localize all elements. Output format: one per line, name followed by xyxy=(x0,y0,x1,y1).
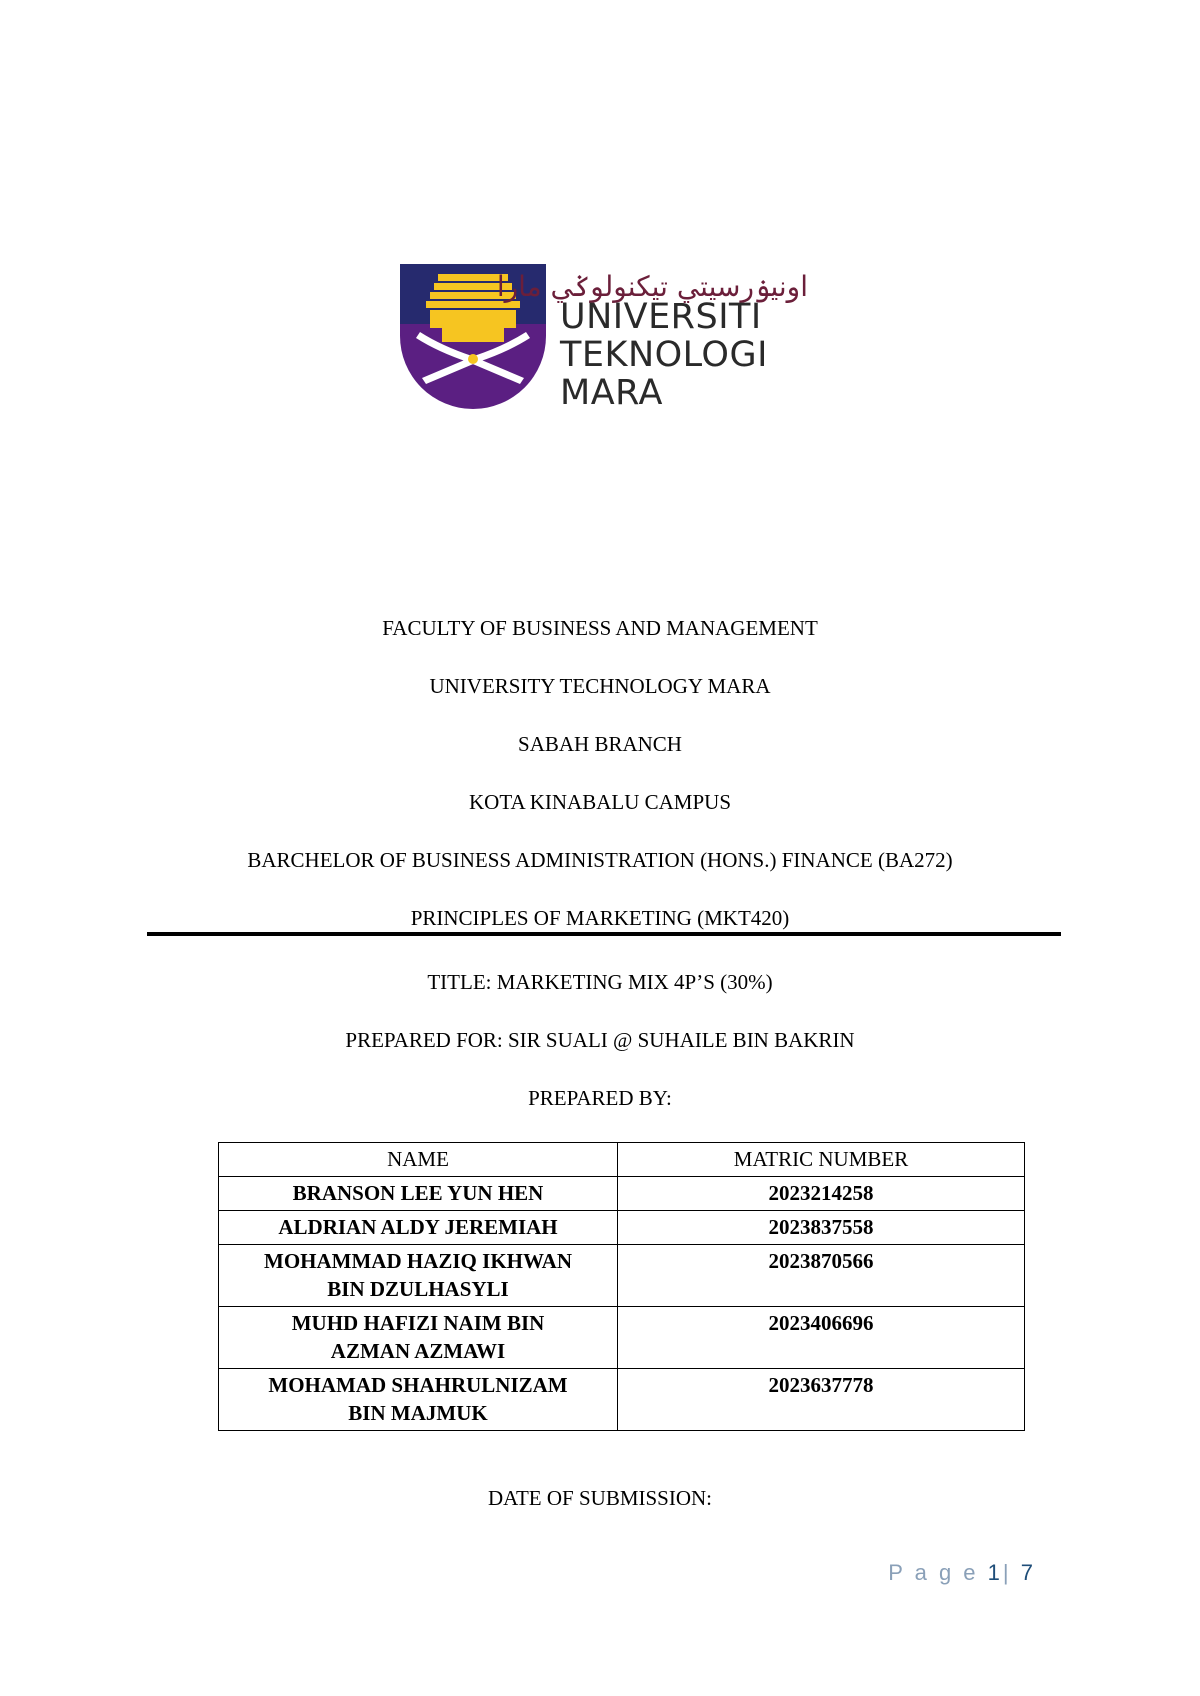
table-row xyxy=(219,1245,1025,1307)
member-name-cell xyxy=(219,1369,618,1431)
page-separator: | xyxy=(1002,1560,1012,1585)
member-name: MOHAMMAD HAZIQ IKHWAN xyxy=(264,1249,572,1273)
campus-heading: KOTA KINABALU CAMPUS xyxy=(468,790,731,814)
table-row xyxy=(219,1177,1025,1211)
svg-text:اونيۏرسيتي تيكنولوݢي مارا: اونيۏرسيتي تيكنولوݢي مارا xyxy=(496,270,808,303)
page-number-footer xyxy=(888,1560,1036,1586)
member-matric: 2023637778 xyxy=(618,1369,1025,1431)
member-matric: 2023406696 xyxy=(618,1307,1025,1369)
member-name-cell xyxy=(219,1177,618,1211)
logo-line-mara: MARA xyxy=(560,373,663,413)
course-heading: PRINCIPLES OF MARKETING (MKT420) xyxy=(410,906,790,930)
table-row xyxy=(219,1369,1025,1431)
member-name-continued: AZMAN AZMAWI xyxy=(330,1339,506,1363)
date-of-submission: DATE OF SUBMISSION: xyxy=(487,1486,713,1510)
member-name-cell xyxy=(219,1211,618,1245)
logo-line-teknologi: TEKNOLOGI xyxy=(560,335,768,375)
column-header-matric: MATRIC NUMBER xyxy=(618,1143,1025,1177)
university-heading: UNIVERSITY TECHNOLOGY MARA xyxy=(429,674,771,698)
table-row xyxy=(219,1211,1025,1245)
faculty-heading: FACULTY OF BUSINESS AND MANAGEMENT xyxy=(382,616,818,640)
page-word: P a g e xyxy=(888,1560,979,1585)
member-name-continued: BIN DZULHASYLI xyxy=(327,1277,509,1301)
logo-wordmark xyxy=(560,298,768,412)
member-name: BRANSON LEE YUN HEN xyxy=(292,1181,544,1205)
total-pages: 7 xyxy=(1020,1560,1036,1585)
member-matric: 2023837558 xyxy=(618,1211,1025,1245)
member-name-cell xyxy=(219,1245,618,1307)
university-logo xyxy=(398,262,818,412)
member-name: MUHD HAFIZI NAIM BIN xyxy=(291,1311,545,1335)
member-name: ALDRIAN ALDY JEREMIAH xyxy=(278,1215,558,1239)
member-name: MOHAMAD SHAHRULNIZAM xyxy=(268,1373,568,1397)
branch-heading: SABAH BRANCH xyxy=(518,732,682,756)
table-row xyxy=(219,1307,1025,1369)
member-matric: 2023870566 xyxy=(618,1245,1025,1307)
assignment-title: TITLE: MARKETING MIX 4P’S (30%) xyxy=(427,970,773,994)
current-page: 1 xyxy=(987,1560,1003,1585)
horizontal-divider xyxy=(147,932,1061,936)
logo-line-universiti: UNIVERSITI xyxy=(560,297,762,337)
member-name-cell xyxy=(219,1307,618,1369)
program-heading: BARCHELOR OF BUSINESS ADMINISTRATION (HONS.) FINANCE (BA272) xyxy=(247,848,953,872)
member-name-continued: BIN MAJMUK xyxy=(348,1401,488,1425)
prepared-for: PREPARED FOR: SIR SUALI @ SUHAILE BIN BAKRIN xyxy=(345,1028,855,1052)
member-matric: 2023214258 xyxy=(618,1177,1025,1211)
prepared-by: PREPARED BY: xyxy=(528,1086,672,1110)
column-header-name: NAME xyxy=(219,1143,618,1177)
members-table xyxy=(218,1142,1025,1431)
table-header-row xyxy=(219,1143,1025,1177)
